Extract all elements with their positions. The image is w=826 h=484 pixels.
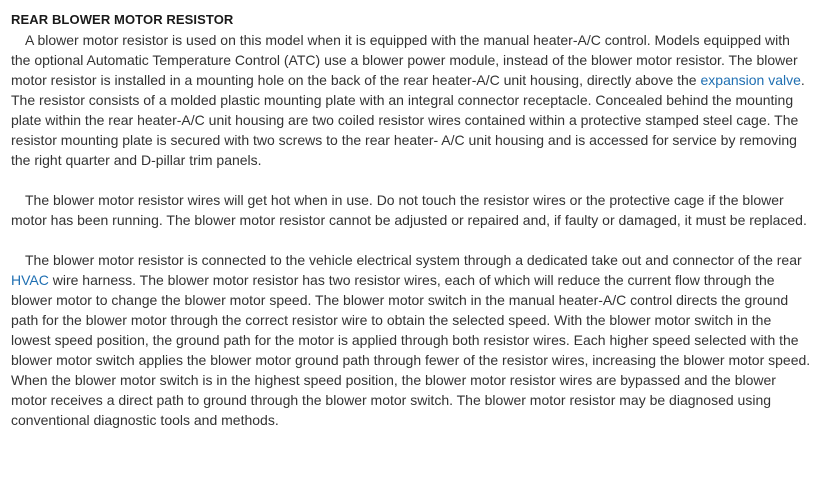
paragraph-spacer [11,230,811,250]
hvac-link[interactable]: HVAC [11,272,49,288]
paragraph-text: The blower motor resistor is connected to the vehicle electrical system through a dedicated take out and connector of the rear [25,252,802,268]
paragraph-caution [11,190,811,230]
paragraph-text: wire harness. The blower motor resistor has two resistor wires, each of which will reduce the current flow through the blower motor to change the blower motor speed. The blower motor switch in the manual heater-A/C control directs the ground path for the blower motor through the correct resistor wire to obtain the selected speed. With the blower motor switch in the lowest speed position, the ground path for the motor is applied through both resistor wires. Each higher speed selected with the blower motor switch applies the blower motor ground path through fewer of the resistor wires, increasing the blower motor speed. When the blower motor switch is in the highest speed position, the blower motor resistor wires are bypassed and the blower motor receives a direct path to ground through the blower motor switch. The blower motor resistor may be diagnosed using conventional diagnostic tools and methods. [11,272,811,428]
paragraph-text: The blower motor resistor wires will get hot when in use. Do not touch the resistor wires or the protective cage if the blower motor has been running. The blower motor resistor cannot be adjusted or repaired and, if faulty or damaged, it must be replaced. [11,192,807,228]
section-title: REAR BLOWER MOTOR RESISTOR [11,12,234,27]
expansion-valve-link[interactable]: expansion valve [700,72,801,88]
paragraph-text: A blower motor resistor is used on this model when it is equipped with the manual heater-A/C control. Models equipped with the optional Automatic Temperature Control (ATC) use a blower power module, instead of the blower motor resistor. The blower motor resistor is installed in a mounting hole on the back of the rear heater-A/C unit housing, directly above the [11,32,798,88]
paragraph-text: . The resistor consists of a molded plastic mounting plate with an integral connector receptacle. Concealed behind the mounting plate within the rear heater-A/C unit housing are two coiled resistor wires contained within a protective stamped steel cage. The resistor mounting plate is secured with two screws to the rear heater- A/C unit housing and is accessed for service by removing the right quarter and D-pillar trim panels. [11,72,805,168]
paragraph-operation [11,250,811,430]
document-body [11,10,811,430]
paragraph-description [11,30,811,170]
paragraph-spacer [11,170,811,190]
